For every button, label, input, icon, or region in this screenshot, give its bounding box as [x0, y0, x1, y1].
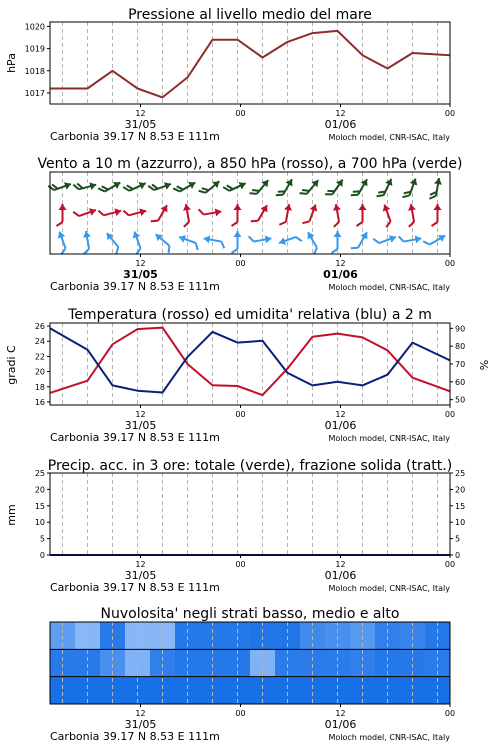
pressure-x-ticks [50, 104, 455, 143]
y-tick-label: 1020 [24, 22, 45, 32]
wind-barb [102, 231, 124, 254]
barb-flag [351, 192, 358, 198]
credit-label: Moloch model, CNR-ISAC, Italy [328, 733, 450, 742]
wind-barb [377, 176, 395, 200]
barb-head [59, 204, 67, 210]
series-line [50, 328, 450, 392]
temperature-grid [63, 323, 438, 405]
barb-head [334, 231, 342, 237]
y-tick-label: 18 [34, 382, 45, 392]
wind-barb [351, 176, 371, 200]
barb-head [164, 180, 172, 190]
barb-head [161, 203, 171, 212]
barb-flag [98, 210, 103, 217]
wind-barb [351, 229, 371, 253]
credit-label: Moloch model, CNR-ISAC, Italy [328, 584, 450, 593]
location-label: Carbonia 39.17 N 8.53 E 111m [50, 730, 220, 743]
wind-barb [302, 202, 319, 226]
date-label: 01/06 [323, 268, 358, 281]
wind-barb [399, 233, 422, 247]
pressure-ylabel: hPa [5, 53, 18, 73]
barb-flag [220, 242, 225, 249]
barb-flag [194, 243, 200, 250]
pressure-plot-frame [50, 22, 450, 104]
barb-head [178, 233, 186, 243]
barb-flag [249, 236, 254, 243]
barb-flag [279, 221, 286, 226]
y-tick-label: 1019 [24, 44, 45, 54]
barb-flag [432, 222, 438, 226]
barb-flag [357, 222, 363, 226]
wind-barb [423, 230, 447, 250]
wind-barb [123, 205, 147, 220]
pressure-series [50, 31, 450, 98]
barb-flag [114, 247, 121, 254]
x-tick-label: 00 [444, 259, 456, 268]
x-tick-label: 00 [235, 109, 246, 118]
wind-barb [148, 178, 172, 195]
wind-barb [325, 176, 346, 200]
wind-barb [48, 178, 72, 195]
x-tick-label: 00 [235, 410, 246, 419]
precip-grid [63, 473, 438, 555]
barb-flag [302, 219, 309, 225]
barb-flag [402, 193, 409, 199]
wind-title: Vento a 10 m (azzurro), a 850 hPa (rosso), a 700 hPa (verde) [37, 156, 463, 172]
date-label: 01/06 [324, 569, 357, 582]
date-label: 01/06 [324, 118, 357, 131]
panel-wind [37, 156, 462, 293]
credit-label: Moloch model, CNR-ISAC, Italy [328, 133, 450, 142]
barb-flag [429, 195, 436, 200]
x-tick-label: 00 [444, 109, 456, 118]
barb-head [361, 177, 371, 186]
x-tick-label: 00 [444, 709, 456, 718]
clouds-heatmap [50, 622, 451, 705]
barb-flag [123, 210, 128, 217]
panel-temperature [5, 307, 491, 444]
series-line [50, 31, 450, 98]
wind-barb [232, 204, 242, 226]
y-tick-label: 20 [34, 367, 45, 377]
barb-flag [408, 222, 415, 227]
x-tick-label: 00 [235, 709, 246, 718]
wind-barb [151, 202, 171, 226]
x-tick-label: 00 [235, 560, 246, 569]
y-tick-label: 80 [455, 342, 466, 352]
x-tick-label: 00 [235, 259, 246, 268]
pressure-title: Pressione al livello medio del mare [128, 7, 372, 23]
wind-barb [300, 176, 322, 199]
panel-precip [5, 458, 465, 594]
barb-flag [399, 236, 404, 243]
x-tick-label: 12 [135, 109, 146, 118]
wind-x-ticks [50, 254, 455, 293]
precip-y-ticks [35, 469, 465, 560]
y-tick-label: 24 [34, 337, 45, 347]
y-tick-label: 20 [455, 485, 466, 495]
x-tick-label: 12 [135, 709, 146, 718]
barb-head [234, 231, 242, 237]
location-label: Carbonia 39.17 N 8.53 E 111m [50, 431, 220, 444]
wind-barb [276, 176, 296, 200]
date-label: 01/06 [324, 419, 357, 432]
wind-barb [251, 202, 271, 226]
barb-head [385, 177, 395, 186]
x-tick-label: 12 [335, 109, 346, 118]
barb-flag [385, 221, 392, 227]
wind-barb [180, 203, 194, 226]
barb-head [410, 177, 420, 185]
y-tick-label: 70 [455, 360, 466, 369]
y-tick-label: 5 [39, 534, 45, 544]
wind-barb [357, 204, 367, 226]
y-tick-label: 20 [34, 485, 45, 495]
barb-flag [333, 222, 340, 227]
x-tick-label: 12 [335, 259, 346, 268]
wind-barb [73, 204, 97, 221]
credit-label: Moloch model, CNR-ISAC, Italy [328, 283, 450, 292]
barb-flag [232, 249, 238, 253]
wind-barb [177, 233, 201, 250]
wind-barb [123, 178, 147, 196]
barb-head [89, 206, 97, 216]
barb-flag [83, 249, 90, 254]
wind-barb [278, 232, 302, 249]
barb-head [261, 203, 271, 212]
y-tick-label: 60 [455, 377, 466, 387]
precip-plot-frame [50, 473, 450, 555]
y-tick-label: 5 [455, 534, 461, 544]
barb-head [113, 179, 122, 189]
barb-head [381, 203, 391, 211]
x-tick-label: 00 [444, 560, 456, 569]
wind-barb [249, 233, 272, 247]
y-tick-label: 22 [34, 352, 45, 362]
pressure-y-ticks [25, 22, 50, 97]
x-tick-label: 12 [335, 560, 346, 569]
barb-flag [373, 237, 379, 244]
wind-barb [279, 203, 293, 226]
barb-flag [296, 236, 302, 243]
precip-ylabel: mm [5, 504, 18, 526]
barb-flag [135, 248, 142, 254]
y-tick-label: 25 [455, 469, 466, 478]
wind-barb [57, 204, 67, 226]
date-label: 31/05 [124, 569, 157, 582]
wind-barb [330, 203, 344, 226]
barb-head [438, 232, 447, 242]
barb-head [434, 204, 442, 210]
barb-head [131, 230, 141, 238]
panel-pressure [5, 7, 455, 143]
barb-flag [377, 193, 384, 199]
barb-flag [232, 222, 238, 226]
pressure-grid [63, 22, 438, 104]
temperature-series [50, 328, 450, 396]
temperature-plot-frame [50, 323, 450, 405]
y-tick-label: 26 [34, 322, 45, 332]
y-tick-label: 10 [34, 518, 45, 528]
wind-barb [432, 204, 442, 226]
date-label: 31/05 [123, 268, 158, 281]
location-label: Carbonia 39.17 N 8.53 E 111m [50, 280, 220, 293]
date-label: 31/05 [124, 118, 157, 131]
date-label: 01/06 [324, 718, 357, 731]
wind-barb [203, 234, 226, 248]
date-label: 31/05 [124, 718, 157, 731]
panel-clouds [50, 606, 455, 743]
barb-head [359, 204, 367, 210]
x-tick-label: 00 [444, 410, 456, 419]
series-line [50, 328, 450, 396]
wind-barb [429, 177, 443, 200]
barb-flag [423, 239, 429, 246]
barb-flag [332, 249, 338, 253]
y-tick-label: 90 [455, 324, 466, 334]
wind-barb [80, 230, 94, 253]
credit-label: Moloch model, CNR-ISAC, Italy [328, 434, 450, 443]
location-label: Carbonia 39.17 N 8.53 E 111m [50, 130, 220, 143]
x-tick-label: 12 [135, 560, 146, 569]
x-tick-label: 12 [135, 259, 146, 268]
barb-head [286, 177, 296, 186]
wind-barb [405, 203, 419, 226]
barb-head [234, 204, 242, 210]
wind-barb [232, 231, 242, 253]
wind-barb [73, 179, 97, 194]
y-tick-label: 25 [34, 469, 45, 478]
barb-flag [151, 218, 158, 224]
barb-flag [251, 218, 258, 224]
clouds-title: Nuvolosita' negli strati basso, medio e alto [100, 606, 400, 622]
barb-head [310, 203, 320, 211]
wind-barb [250, 176, 272, 199]
barb-head [139, 180, 148, 190]
wind-barb [223, 178, 247, 196]
temperature-title: Temperatura (rosso) ed umidita' relativa (blu) a 2 m [68, 307, 432, 323]
barb-head [188, 179, 197, 189]
wind-barb [152, 231, 175, 253]
humidity-ylabel: % [478, 359, 491, 371]
barb-flag [60, 248, 67, 254]
barb-flag [57, 222, 63, 226]
clouds-x-ticks [50, 704, 455, 743]
barb-flag [73, 210, 79, 217]
wind-barb [402, 176, 419, 200]
y-tick-label: 0 [39, 551, 45, 560]
barb-head [389, 233, 397, 243]
barb-flag [166, 246, 173, 253]
wind-barb [199, 206, 222, 220]
y-tick-label: 50 [455, 395, 466, 405]
barb-head [239, 180, 248, 190]
wind-barb [199, 177, 222, 199]
wind-barb [173, 177, 197, 197]
date-label: 31/05 [124, 419, 157, 432]
y-tick-label: 1017 [24, 88, 45, 98]
wind-barb [332, 231, 342, 253]
x-tick-label: 12 [335, 709, 346, 718]
y-tick-label: 15 [455, 501, 466, 511]
wind-barb [373, 231, 397, 248]
x-tick-label: 12 [335, 410, 346, 419]
x-tick-label: 12 [135, 410, 146, 419]
y-tick-label: 0 [455, 551, 461, 560]
location-label: Carbonia 39.17 N 8.53 E 111m [50, 581, 220, 594]
wind-barb [98, 205, 122, 220]
precip-x-ticks [50, 555, 455, 594]
precip-title: Precip. acc. in 3 ore: totale (verde), frazione solida (tratt.) [47, 458, 453, 474]
y-tick-label: 10 [455, 518, 466, 528]
temperature-ylabel: gradi C [5, 345, 18, 385]
y-tick-label: 15 [34, 501, 45, 511]
barb-flag [351, 245, 358, 251]
barb-head [64, 180, 72, 190]
barb-flag [199, 209, 204, 216]
temperature-x-ticks [50, 405, 455, 444]
wind-barb [98, 177, 122, 197]
y-tick-label: 16 [34, 397, 45, 407]
barb-flag [183, 222, 190, 227]
barb-head [278, 237, 286, 247]
barb-head [56, 230, 66, 238]
barb-flag [276, 192, 283, 198]
y-tick-label: 1018 [24, 66, 45, 76]
